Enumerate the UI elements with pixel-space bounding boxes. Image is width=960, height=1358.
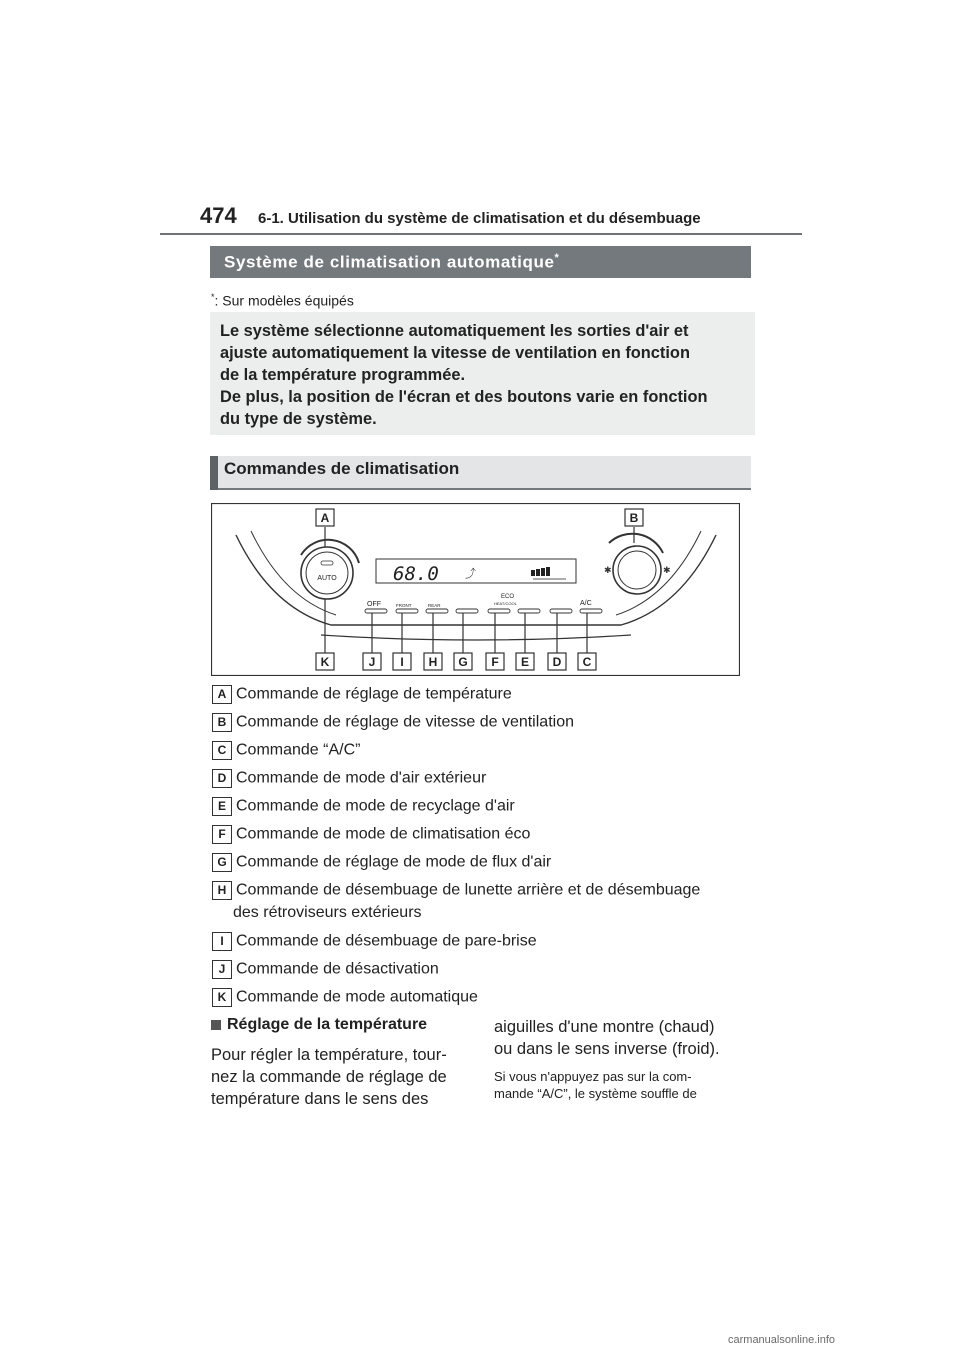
callout-g: G bbox=[458, 655, 468, 669]
legend-letter: K bbox=[212, 988, 232, 1007]
temperature-note bbox=[494, 1068, 754, 1102]
paragraph-line: Pour régler la température, tour- bbox=[211, 1046, 447, 1064]
legend-item bbox=[212, 825, 530, 844]
legend-text: Commande de mode de recyclage d'air bbox=[236, 797, 515, 815]
callout-e: E bbox=[520, 655, 530, 669]
auto-knob-label: AUTO bbox=[317, 575, 337, 582]
note-line: Si vous n'appuyez pas sur la com- bbox=[494, 1069, 692, 1084]
eco-button-label: ECO bbox=[501, 594, 515, 600]
legend-text: Commande “A/C” bbox=[236, 741, 361, 759]
legend-letter: J bbox=[212, 960, 232, 979]
temperature-paragraph-continued bbox=[494, 1016, 754, 1060]
legend-letter: G bbox=[212, 853, 232, 872]
legend-letter: C bbox=[212, 741, 232, 760]
callout-d: D bbox=[552, 655, 562, 669]
legend-text: Commande de désactivation bbox=[236, 960, 439, 978]
callout-i: I bbox=[400, 655, 404, 669]
paragraph-line: nez la commande de réglage de bbox=[211, 1068, 447, 1086]
callout-j: J bbox=[368, 655, 376, 669]
legend-letter: H bbox=[212, 881, 232, 900]
legend-letter: E bbox=[212, 797, 232, 816]
legend-text: Commande de réglage de température bbox=[236, 685, 512, 703]
front-button-label: FRONT bbox=[396, 603, 412, 608]
svg-text:✱: ✱ bbox=[604, 566, 612, 576]
off-button-label: OFF bbox=[367, 601, 381, 608]
legend-letter: B bbox=[212, 713, 232, 732]
svg-text:⤴: ⤴ bbox=[465, 567, 476, 580]
legend-item bbox=[212, 797, 515, 816]
display-temperature: 68.0 bbox=[393, 563, 439, 585]
legend-text: Commande de désembuage de lunette arrière et de désembuage bbox=[236, 881, 701, 899]
callout-k: K bbox=[320, 655, 330, 669]
callout-f: F bbox=[491, 655, 499, 669]
legend-text: Commande de réglage de vitesse de ventilation bbox=[236, 713, 574, 731]
callout-c: C bbox=[582, 655, 592, 669]
footnote-mark: * bbox=[211, 292, 215, 302]
legend-item bbox=[212, 853, 551, 872]
legend-letter: I bbox=[212, 932, 232, 951]
legend-text: Commande de mode automatique bbox=[236, 988, 478, 1006]
subsection-accent bbox=[210, 456, 218, 490]
intro-line: Le système sélectionne automatiquement les sorties d'air et bbox=[220, 322, 689, 340]
legend-letter: A bbox=[212, 685, 232, 704]
rear-button-label: REAR bbox=[428, 603, 441, 608]
temperature-paragraph bbox=[211, 1044, 471, 1110]
intro-line: De plus, la position de l'écran et des boutons varie en fonction bbox=[220, 388, 708, 406]
legend-item bbox=[212, 988, 478, 1007]
page-number: 474 bbox=[200, 203, 237, 228]
callout-a: A bbox=[320, 511, 330, 525]
section-title: Système de climatisation automatique* bbox=[224, 252, 560, 272]
intro-text bbox=[220, 320, 750, 430]
svg-text:✱: ✱ bbox=[663, 566, 671, 576]
footnote bbox=[211, 292, 354, 309]
header-divider bbox=[160, 233, 802, 235]
square-bullet-icon bbox=[211, 1020, 221, 1030]
intro-line: de la température programmée. bbox=[220, 366, 466, 384]
legend-text: Commande de désembuage de pare-brise bbox=[236, 932, 537, 950]
chapter-title: 6-1. Utilisation du système de climatisation et du désembuage bbox=[258, 210, 701, 227]
paragraph-line: ou dans le sens inverse (froid). bbox=[494, 1040, 720, 1058]
legend-text: Commande de mode de climatisation éco bbox=[236, 825, 531, 843]
watermark: carmanualsonline.info bbox=[728, 1334, 836, 1346]
footnote-text: : Sur modèles équipés bbox=[214, 292, 354, 309]
intro-line: ajuste automatiquement la vitesse de ventilation en fonction bbox=[220, 344, 690, 362]
note-line: mande “A/C”, le système souffle de bbox=[494, 1086, 697, 1101]
legend-item bbox=[212, 881, 700, 900]
temperature-section-title: Réglage de la température bbox=[211, 1016, 427, 1034]
legend-letter: D bbox=[212, 769, 232, 788]
legend-text: Commande de mode d'air extérieur bbox=[236, 769, 487, 787]
legend-text: Commande de réglage de mode de flux d'air bbox=[236, 853, 552, 871]
heat-cool-button-label: HEAT/COOL bbox=[494, 601, 517, 606]
paragraph-line: température dans le sens des bbox=[211, 1090, 429, 1108]
section-title-mark: * bbox=[554, 252, 560, 264]
paragraph-line: aiguilles d'une montre (chaud) bbox=[494, 1018, 715, 1036]
legend-item bbox=[212, 960, 439, 979]
legend-item bbox=[212, 932, 537, 951]
intro-line: du type de système. bbox=[220, 410, 377, 428]
climate-panel-figure bbox=[211, 503, 740, 676]
ac-button-label: A/C bbox=[580, 600, 592, 607]
legend-item bbox=[212, 685, 512, 704]
legend-letter: F bbox=[212, 825, 232, 844]
subsection-title: Commandes de climatisation bbox=[224, 459, 460, 478]
legend-text-continued: des rétroviseurs extérieurs bbox=[233, 904, 422, 921]
legend-item bbox=[212, 713, 574, 732]
callout-b: B bbox=[629, 511, 639, 525]
legend-item bbox=[212, 769, 486, 788]
callout-h: H bbox=[428, 655, 438, 669]
legend-item bbox=[212, 741, 360, 760]
